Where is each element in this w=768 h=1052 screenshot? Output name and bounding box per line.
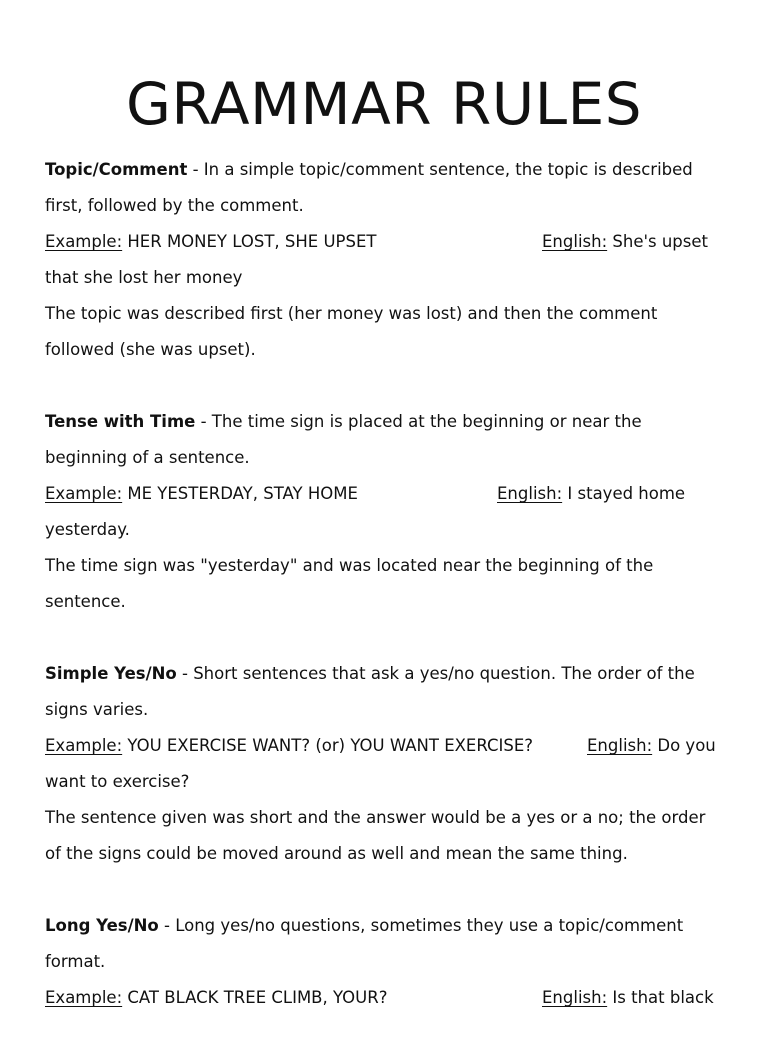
rule-term: Simple Yes/No — [45, 664, 177, 683]
rule-description-text: - Long yes/no questions, sometimes they use a topic/comment format. — [45, 916, 684, 971]
rule-term: Tense with Time — [45, 412, 196, 431]
rule-topic-comment — [45, 152, 721, 368]
english-label: English: — [587, 736, 653, 755]
english-label: English: — [542, 988, 608, 1007]
rule-description — [45, 656, 721, 728]
rule-description-text: - In a simple topic/comment sentence, the topic is described first, followed by the comment. — [45, 160, 693, 215]
rule-term: Topic/Comment — [45, 160, 188, 179]
rule-long-yes-no — [45, 908, 721, 1016]
example-line — [45, 224, 721, 260]
example-label: Example: — [45, 988, 123, 1007]
rule-description-text: - Short sentences that ask a yes/no question. The order of the signs varies. — [45, 664, 695, 719]
rule-explanation: The sentence given was short and the answer would be a yes or a no; the order of the signs could be moved around as well and mean the same thing. — [45, 808, 706, 863]
english-text: Do you — [652, 736, 716, 755]
rule-description-text: - The time sign is placed at the beginning or near the beginning of a sentence. — [45, 412, 642, 467]
example-line — [45, 476, 721, 512]
english-text-continued: that she lost her money — [45, 268, 243, 287]
english-text-continued: want to exercise? — [45, 772, 190, 791]
rule-explanation: The topic was described first (her money was lost) and then the comment followed (she was upset). — [45, 304, 658, 359]
example-line — [45, 980, 721, 1016]
example-text: HER MONEY LOST, SHE UPSET — [122, 232, 377, 251]
rule-term: Long Yes/No — [45, 916, 159, 935]
english-text: Is that black — [607, 988, 714, 1007]
english-text: I stayed home — [562, 484, 686, 503]
rule-simple-yes-no — [45, 656, 721, 872]
example-label: Example: — [45, 232, 123, 251]
example-label: Example: — [45, 484, 123, 503]
english-label: English: — [542, 232, 608, 251]
rule-explanation: The time sign was "yesterday" and was located near the beginning of the sentence. — [45, 556, 654, 611]
rule-tense-with-time — [45, 404, 721, 620]
rule-description — [45, 908, 721, 980]
english-text: She's upset — [607, 232, 708, 251]
example-text: ME YESTERDAY, STAY HOME — [122, 484, 358, 503]
example-text: YOU EXERCISE WANT? (or) YOU WANT EXERCISE? — [122, 736, 534, 755]
page-title: GRAMMAR RULES — [125, 70, 643, 138]
english-text-continued: yesterday. — [45, 520, 130, 539]
example-label: Example: — [45, 736, 123, 755]
rule-description — [45, 152, 721, 224]
example-line — [45, 728, 721, 764]
english-label: English: — [497, 484, 563, 503]
example-text: CAT BLACK TREE CLIMB, YOUR? — [122, 988, 388, 1007]
rule-description — [45, 404, 721, 476]
document-body — [45, 152, 721, 1052]
